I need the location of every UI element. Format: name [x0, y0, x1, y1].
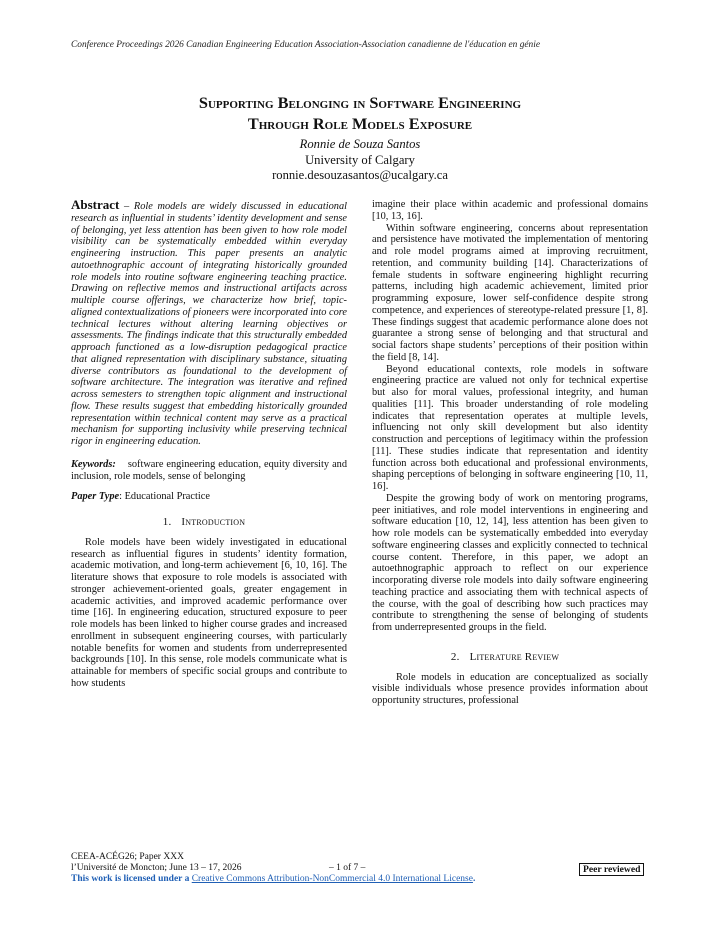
introduction-paragraph: Role models have been widely investigated in educational research as influential figures in students’ identity formation, academic motivation, and long-term achievement [6, 10, 16]. The literature shows that exposure to role models is associated with stronger achievement-oriented goals, greater engagement in academic activities, and improved academic performance over time [16]. In engineering education, structured exposure to peer role models has been linked to higher course grades and increased enrollment in subsequent engineering courses, with particularly notable benefits for women and students from underrepresented backgrounds [10]. In this sense, role models communicate what is attainable for members of specific social groups and contribute to how students: [71, 536, 347, 689]
running-header: Conference Proceedings 2026 Canadian Engineering Education Association-Association canadienne de l'éducation en génie: [71, 40, 541, 50]
footer-venue-line: l’Université de Moncton; June 13 – 17, 2026: [71, 863, 242, 874]
author-block: [0, 137, 720, 184]
paragraph: Within software engineering, concerns about representation and persistence have motivated the implementation of mentoring and role model programs aimed at improving recruitment, retention, and community building [14]. Characterizations of female students in software engineering highlight recurring patterns, including high academic achievement, limited prior programming exposure, lower self-confidence despite strong competence, and experiences of stereotype-related pressure [1, 8]. These findings suggest that academic performance alone does not guarantee a strong sense of belonging and that structural and social factors shape students’ perceptions of their position within the field [8, 14].: [372, 222, 648, 363]
keywords: [71, 459, 347, 483]
section-title: Literature Review: [469, 650, 560, 663]
author-email: ronnie.desouzasantos@ucalgary.ca: [272, 168, 448, 182]
section-number: 1.: [162, 516, 172, 528]
author-name: Ronnie de Souza Santos: [299, 137, 421, 151]
abstract-label: Abstract: [71, 197, 120, 212]
section-heading-introduction: [71, 517, 347, 529]
page-number: – 1 of 7 –: [329, 863, 366, 874]
paper-type-label: Paper Type: [71, 491, 120, 503]
left-column: [71, 199, 347, 690]
abstract-text: – Role models are widely discussed in educational research as influential in students’ identity development and sense of belonging, yet less attention has been given to how role model visibility can be systematically embedded within everyday engineering instruction. This paper presents an analytic autoethnographic account of integrating historically grounded role models into routine software engineering teaching practice. Drawing on reflective memos and instructional artifacts across multiple course offerings, we characterize how brief, topic-aligned contextualizations of pioneers were incorporated into core technical lectures without altering learning objectives or assessments. The findings indicate that this structurally embedded approach functioned as a low-disruption pedagogical practice that aligned representation with disciplinary substance, situating diverse contributors as foundational to the development of software architecture. The integration was iterative and refined across semesters to strengthen topic alignment and instructional flow. These results suggest that embedding historically grounded representation within technical content may serve as a practical mechanism for supporting inclusivity while preserving technical rigor in engineering education.: [71, 201, 347, 447]
paragraph: Despite the growing body of work on mentoring programs, peer initiatives, and role model interventions in engineering and software education [10, 12, 14], less attention has been given to how role models can be systematically embedded into everyday software engineering classes and explicitly connected to technical course content. Therefore, in this paper, we adopt an autoethnographic approach to reflect on our experience incorporating diverse role models into daily software engineering teaching practice and associating them with technical aspects of the course, with the goal of describing how such practices may contribute to strengthening the sense of belonging of students from underrepresented groups in the field.: [372, 492, 648, 633]
keywords-text: software engineering education, equity diversity and inclusion, role models, sense of belonging: [71, 458, 348, 482]
author-affiliation: University of Calgary: [305, 152, 415, 167]
abstract: [71, 199, 347, 448]
paper-title: [0, 92, 720, 134]
license-prefix: This work is licensed under a: [71, 874, 192, 885]
license-notice: [71, 874, 651, 885]
paragraph: Beyond educational contexts, role models in software engineering practice are valued not only for technical expertise but also for moral values, professional integrity, and human qualities [11]. This broader understanding of role modeling indicates that representation operates at multiple levels, influencing not only skill development but also identity construction and perceptions of legitimacy within the profession [11]. These studies indicate that representation and identity function across both educational and professional environments, shaping perceptions of belonging in software engineering [10, 11, 16].: [372, 363, 648, 492]
paragraph: imagine their place within academic and professional domains [10, 13, 16].: [372, 199, 648, 222]
page-footer: [71, 852, 651, 886]
footer-conference-line: CEEA-ACÉG26; Paper XXX: [71, 852, 184, 862]
literature-review-paragraph: Role models in education are conceptualized as socially visible individuals whose presence provides information about opportunity structures, professional: [372, 671, 648, 706]
section-title: Introduction: [181, 516, 246, 528]
right-column: [372, 199, 648, 707]
paper-type: [71, 491, 347, 503]
license-suffix: .: [472, 874, 476, 885]
title-line-2: Through Role Models Exposure: [247, 114, 473, 133]
peer-reviewed-badge: Peer reviewed: [579, 863, 644, 876]
paper-type-text: : Educational Practice: [119, 491, 210, 503]
title-line-1: Supporting Belonging in Software Engineering: [198, 93, 522, 112]
license-link[interactable]: Creative Commons Attribution-NonCommercial 4.0 International License: [191, 874, 473, 885]
keywords-label: Keywords:: [71, 458, 116, 470]
section-number: 2.: [450, 650, 460, 663]
section-heading-literature-review: [372, 652, 648, 664]
